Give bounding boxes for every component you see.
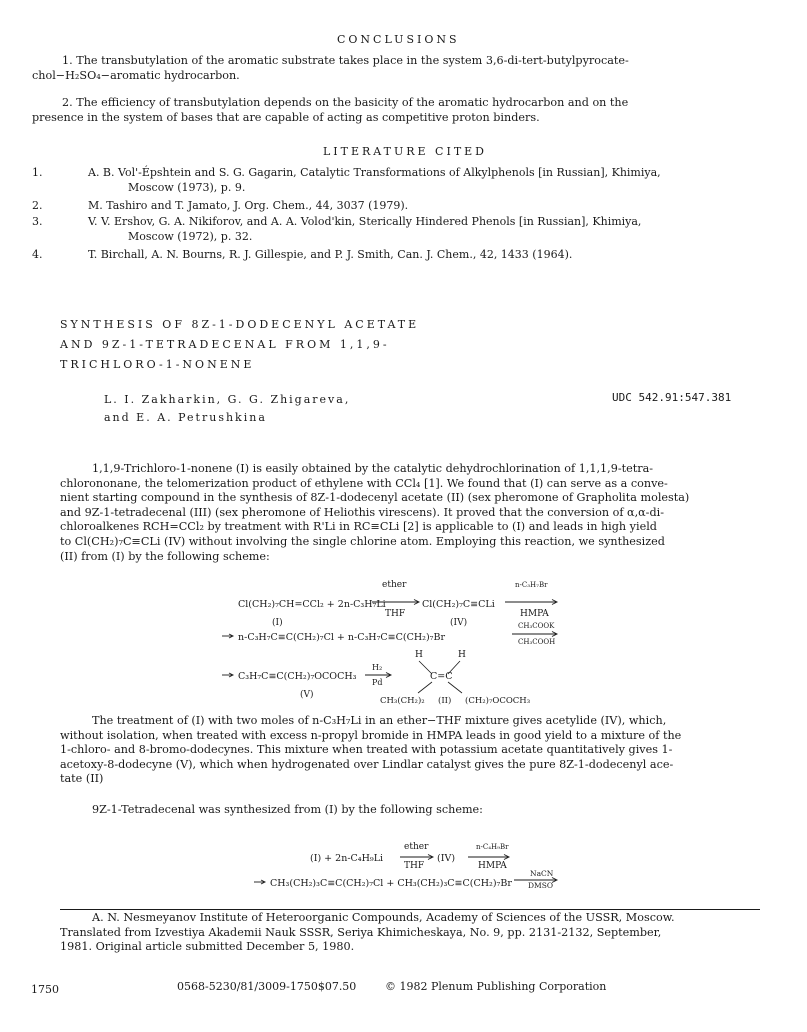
copyright: © 1982 Plenum Publishing Corporation bbox=[385, 980, 607, 993]
scheme1-double-bond: C=C bbox=[430, 671, 453, 682]
scheme1-arrow3-below: CH₃COOH bbox=[518, 638, 556, 646]
footer-rule bbox=[60, 909, 760, 910]
results-line: The treatment of (I) with two moles of n-C₃H₇Li in an ether−THF mixture gives acetylide (IV), which, bbox=[92, 714, 667, 727]
scheme1-bond bbox=[418, 682, 432, 693]
scheme2-arrow1-below: THF bbox=[404, 861, 425, 871]
intro-line: chloroalkenes RCH=CCl₂ by treatment with R'Li in RC≡CLi [2] is applicable to (I) and leads in high yield bbox=[60, 520, 657, 534]
conclusions-heading: CONCLUSIONS bbox=[337, 33, 460, 46]
scheme1-arrow4-above: H₂ bbox=[372, 663, 383, 672]
scheme2-arrow2-below: HMPA bbox=[478, 861, 507, 871]
article-title-line-3: TRICHLORO-1-NONENE bbox=[60, 358, 255, 371]
scheme2-arrow3-below: DMSO bbox=[528, 881, 553, 890]
results-line: acetoxy-8-dodecyne (V), which when hydrogenated over Lindlar catalyst gives the pure 8Z-1-dodecenyl ace- bbox=[60, 757, 674, 771]
scheme1-arrow2-below: HMPA bbox=[520, 609, 549, 619]
scheme1-label-II: (II) bbox=[438, 696, 452, 706]
udc-code: UDC 542.91:547.381 bbox=[612, 391, 732, 404]
scheme1-arrow1-below: THF bbox=[385, 609, 406, 619]
intro-paragraph bbox=[60, 462, 760, 564]
reference-text: M. Tashiro and T. Jamato, J. Org. Chem., 44, 3037 (1979). bbox=[88, 199, 409, 212]
reference-item bbox=[32, 199, 752, 214]
scheme1-bond bbox=[448, 682, 462, 693]
scheme2-mixture: CH₃(CH₂)₃C≡C(CH₂)₇Cl + CH₃(CH₂)₃C≡C(CH₂)₇Br bbox=[270, 878, 512, 889]
conclusion-item-1 bbox=[32, 54, 762, 83]
conclusion-item-2 bbox=[32, 96, 762, 125]
authors-line-2: and E. A. Petrushkina bbox=[104, 411, 267, 424]
reference-text: V. V. Ershov, G. A. Nikiforov, and A. A. Volod'kin, Sterically Hindered Phenols [in Russian], Khimiya, bbox=[88, 215, 642, 228]
scheme2-arrow1-above: ether bbox=[404, 842, 429, 852]
affiliation-line-2: Translated from Izvestiya Akademii Nauk SSSR, Seriya Khimicheskaya, No. 9, pp. 2131-2132, September, bbox=[60, 925, 662, 939]
reference-text: T. Birchall, A. N. Bourns, R. J. Gillespie, and P. J. Smith, Can. J. Chem., 42, 1433 (1964). bbox=[88, 248, 573, 261]
intro-line: and 9Z-1-tetradecenal (III) (sex pheromone of Heliothis virescens). It proved that the conversion of α,α-di- bbox=[60, 505, 664, 519]
authors-line-1: L. I. Zakharkin, G. G. Zhigareva, bbox=[104, 393, 351, 406]
reference-number: 3. bbox=[32, 215, 43, 228]
scheme1-sub-right: (CH₂)₇OCOCH₃ bbox=[465, 696, 531, 706]
intro-line: 1,1,9-Trichloro-1-nonene (I) is easily obtained by the catalytic dehydrochlorination of 1,1,1,9-tetra- bbox=[92, 462, 654, 475]
scheme2-arrow2-above: n-C₄H₉Br bbox=[476, 843, 509, 851]
intro-line: chlorononane, the telomerization product of ethylene with CCl₄ [1]. We found that (I) can serve as a conve- bbox=[60, 476, 668, 490]
reference-number: 4. bbox=[32, 248, 43, 261]
reference-number: 2. bbox=[32, 199, 43, 212]
intro-line: (II) from (I) by the following scheme: bbox=[60, 549, 270, 563]
scheme1-arrow4-below: Pd bbox=[372, 678, 383, 687]
reference-text: A. B. Vol'-Épshtein and S. G. Gagarin, Catalytic Transformations of Alkylphenols [in Russian], Khimiya, bbox=[88, 166, 661, 179]
scheme1-label-V: (V) bbox=[300, 690, 314, 700]
reference-item bbox=[32, 215, 752, 244]
scheme1-arrow2-above: n-C₃H₇Br bbox=[515, 581, 548, 589]
reference-number: 1. bbox=[32, 166, 43, 179]
scheme1-arrow3-above: CH₃COOK bbox=[518, 622, 555, 630]
authors bbox=[104, 391, 350, 427]
scheme1-acetate-alkyne: C₃H₇C≡C(CH₂)₇OCOCH₃ bbox=[238, 671, 357, 682]
results-line: tate (II) bbox=[60, 772, 104, 786]
article-title-line-2: AND 9Z-1-TETRADECENAL FROM 1,1,9- bbox=[60, 338, 390, 351]
scheme1-sub-left: CH₃(CH₂)₂ bbox=[380, 696, 425, 706]
scheme2-intro: 9Z-1-Tetradecenal was synthesized from (I) by the following scheme: bbox=[92, 803, 483, 816]
page-number: 1750 bbox=[31, 983, 59, 996]
conclusion-2-line-2: presence in the system of bases that are capable of acting as competitive proton binders. bbox=[32, 110, 540, 124]
reference-item bbox=[32, 248, 752, 263]
intro-line: nient starting compound in the synthesis of 8Z-1-dodecenyl acetate (II) (sex pheromone of Grapholita molesta) bbox=[60, 491, 690, 505]
reaction-scheme-1 bbox=[220, 574, 560, 706]
scheme1-reactants: Cl(CH₂)₇CH=CCl₂ + 2n-C₃H₇Li bbox=[238, 599, 386, 610]
scheme1-label-I: (I) bbox=[272, 618, 283, 628]
scheme2-arrow3-above: NaCN bbox=[530, 869, 554, 878]
affiliation-line-3: 1981. Original article submitted December 5, 1980. bbox=[60, 940, 355, 954]
affiliation-line-1: A. N. Nesmeyanov Institute of Heteroorganic Compounds, Academy of Sciences of the USSR, Moscow. bbox=[92, 911, 675, 924]
scheme1-intermediate: Cl(CH₂)₇C≡CLi bbox=[422, 599, 495, 610]
scheme1-label-IV: (IV) bbox=[450, 618, 468, 628]
scheme1-arrow1-above: ether bbox=[382, 580, 407, 590]
intro-line: to Cl(CH₂)₇C≡CLi (IV) without involving the single chlorine atom. Employing this reaction, we synthesized bbox=[60, 534, 665, 548]
results-line: without isolation, when treated with excess n-propyl bromide in HMPA leads in good yield to a mixture of the bbox=[60, 728, 682, 742]
results-line: 1-chloro- and 8-bromo-dodecynes. This mixture when treated with potassium acetate quantitatively gives 1- bbox=[60, 743, 673, 757]
reaction-scheme-2 bbox=[252, 840, 562, 890]
affiliation-note bbox=[60, 911, 760, 955]
scheme1-H-left: H bbox=[415, 650, 423, 660]
scheme2-reactants: (I) + 2n-C₄H₉Li bbox=[310, 853, 384, 864]
article-title-line-1: SYNTHESIS OF 8Z-1-DODECENYL ACETATE bbox=[60, 318, 420, 331]
results-paragraph bbox=[60, 714, 760, 787]
reference-text-cont: Moscow (1972), p. 32. bbox=[128, 229, 253, 243]
article-code: 0568-5230/81/3009-1750$07.50 bbox=[177, 980, 357, 993]
reference-item bbox=[32, 166, 752, 195]
conclusion-1-line-2: chol−H₂SO₄−aromatic hydrocarbon. bbox=[32, 68, 240, 82]
literature-heading: LITERATURE CITED bbox=[323, 145, 488, 158]
conclusion-2-line-1: 2. The efficiency of transbutylation depends on the basicity of the aromatic hydrocarbon and on the bbox=[62, 96, 629, 109]
scheme1-mixture: n-C₃H₇C≡C(CH₂)₇Cl + n-C₃H₇C≡C(CH₂)₇Br bbox=[238, 632, 445, 643]
conclusion-1-line-1: 1. The transbutylation of the aromatic substrate takes place in the system 3,6-di-tert-butylpyrocate- bbox=[62, 54, 629, 67]
reference-text-cont: Moscow (1973), p. 9. bbox=[128, 180, 246, 194]
scheme1-H-right: H bbox=[458, 650, 466, 660]
scheme2-intermediate: (IV) bbox=[437, 853, 456, 864]
